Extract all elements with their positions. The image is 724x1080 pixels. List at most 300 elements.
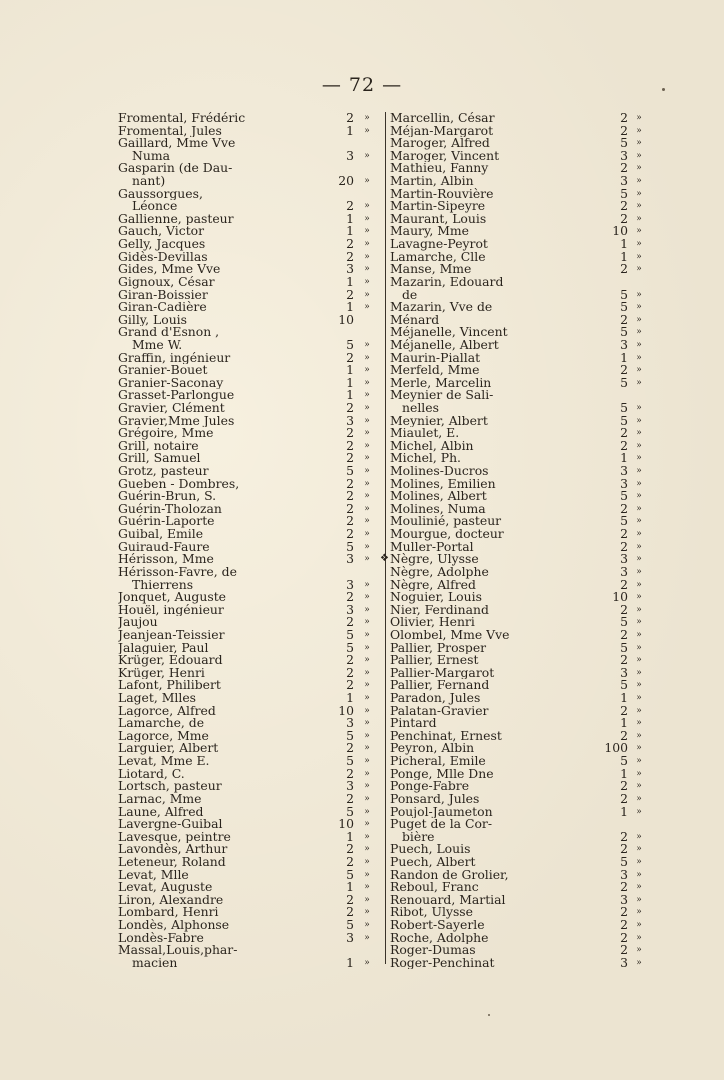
ditto-mark: »: [364, 264, 370, 275]
list-item: [390, 591, 650, 604]
subscriber-name: bière: [402, 830, 435, 844]
amount: 2: [346, 526, 354, 542]
ditto-mark: »: [636, 756, 642, 767]
list-item: [390, 109, 650, 125]
list-item: [390, 553, 650, 566]
ditto-mark: »: [364, 352, 370, 363]
ditto-mark: »: [364, 781, 370, 792]
subscriber-name: Olombel, Mme Vve: [390, 628, 510, 642]
list-item: [118, 790, 380, 806]
list-item: [118, 843, 380, 856]
list-item: [390, 654, 650, 667]
subscriber-name: Maurin-Piallat: [390, 351, 481, 365]
amount: 3: [346, 551, 354, 567]
subscriber-name: Méjanelle, Albert: [390, 338, 499, 352]
amount: 1: [346, 362, 354, 378]
subscriber-name: Pallier-Margarot: [390, 666, 495, 680]
ditto-mark: »: [636, 377, 642, 388]
ditto-mark: »: [364, 730, 370, 741]
list-item: [118, 538, 380, 554]
ditto-mark: »: [364, 806, 370, 817]
subscriber-name: Graffin, ingénieur: [118, 351, 231, 365]
ditto-mark: »: [364, 869, 370, 880]
ditto-mark: »: [364, 932, 370, 943]
list-item: [118, 225, 380, 238]
amount: 10: [338, 702, 354, 718]
amount: 2: [346, 437, 354, 453]
amount: 3: [346, 715, 354, 731]
amount: 2: [346, 286, 354, 302]
list-item: [118, 727, 380, 743]
ditto-mark: »: [364, 390, 370, 401]
amount: 2: [346, 904, 354, 920]
subscriber-name: Ponsard, Jules: [390, 792, 480, 806]
amount: 2: [346, 853, 354, 869]
ditto-mark: »: [364, 819, 370, 830]
amount: 2: [346, 765, 354, 781]
ditto-mark: »: [364, 365, 370, 376]
list-item: [118, 626, 380, 642]
ditto-mark: »: [364, 339, 370, 350]
ditto-mark: »: [636, 188, 642, 199]
amount: 2: [620, 916, 628, 932]
list-item: [390, 286, 650, 302]
list-item: [390, 238, 650, 251]
list-item: [118, 780, 380, 793]
subscriber-name: Guérin-Laporte: [118, 515, 215, 529]
subscriber-name: nant): [132, 175, 166, 188]
amount: 20: [338, 173, 354, 189]
amount: 1: [620, 450, 628, 466]
list-item: [118, 513, 380, 529]
ditto-mark: »: [364, 541, 370, 552]
subscriber-name: Lagorce, Alfred: [118, 704, 216, 718]
subscriber-name: de: [402, 288, 418, 302]
ditto-mark: »: [364, 705, 370, 716]
ditto-mark: »: [364, 503, 370, 514]
amount: 2: [346, 500, 354, 516]
subscriber-name: Giran-Cadière: [118, 301, 207, 314]
ditto-mark: »: [636, 642, 642, 653]
subscriber-name: Manse, Mme: [390, 263, 472, 276]
subscriber-name: Levat, Mme E.: [118, 755, 210, 768]
list-item: [390, 200, 650, 213]
list-item: [118, 500, 380, 516]
list-item: [390, 679, 650, 692]
subscriber-name: Lombard, Henri: [118, 906, 219, 919]
amount: 3: [346, 929, 354, 945]
subscriber-name: Puech, Albert: [390, 855, 476, 869]
amount: 1: [620, 690, 628, 706]
ditto-mark: »: [636, 112, 642, 123]
amount: 2: [620, 929, 628, 945]
amount: 1: [620, 236, 628, 252]
ditto-mark: »: [364, 617, 370, 628]
ditto-mark: »: [364, 176, 370, 187]
ditto-mark: »: [364, 642, 370, 653]
ditto-mark: »: [364, 403, 370, 413]
subscriber-name: Gravier,Mme Jules: [118, 414, 235, 428]
subscriber-name: Londès, Alphonse: [118, 918, 230, 932]
amount: 2: [620, 311, 628, 327]
ditto-mark: »: [636, 264, 642, 275]
ditto-mark: »: [364, 793, 370, 804]
subscriber-name: Mazarin, Edouard: [390, 275, 504, 289]
amount: 3: [620, 664, 628, 680]
ditto-mark: »: [636, 919, 642, 930]
ditto-mark: »: [364, 276, 370, 287]
amount: 2: [346, 488, 354, 504]
subscriber-name: Larguier, Albert: [118, 742, 219, 756]
list-item: [390, 576, 650, 592]
list-item: [118, 866, 380, 882]
ditto-mark: »: [636, 718, 642, 729]
amount: 2: [620, 362, 628, 378]
subscriber-name: Krüger, Edouard: [118, 654, 223, 667]
subscriber-name: Maury, Mme: [390, 225, 469, 239]
ditto-mark: »: [364, 428, 370, 439]
subscriber-name: Maroger, Alfred: [390, 137, 490, 150]
list-item: [118, 639, 380, 655]
ditto-mark: »: [636, 163, 642, 174]
list-item: [390, 866, 650, 882]
subscriber-name: Houël, ingénieur: [118, 603, 224, 617]
ditto-mark: »: [364, 756, 370, 767]
list-item: [390, 500, 650, 516]
subscriber-name: Levat, Mlle: [118, 868, 189, 882]
list-item: [390, 944, 650, 957]
page-number: — 72 —: [321, 74, 403, 96]
amount: 2: [620, 425, 628, 441]
amount: 2: [346, 109, 354, 125]
list-item: [390, 349, 650, 365]
ditto-mark: »: [364, 592, 370, 603]
list-item: [390, 626, 650, 642]
subscriber-name: Ribot, Ulysse: [390, 906, 473, 919]
amount: 2: [620, 576, 628, 592]
list-item: [118, 717, 380, 730]
ditto-mark: »: [636, 806, 642, 817]
ditto-mark: »: [636, 604, 642, 615]
amount: 2: [346, 841, 354, 857]
ditto-mark: »: [636, 957, 642, 968]
ditto-mark: »: [364, 718, 370, 729]
subscriber-name: Picheral, Emile: [390, 755, 486, 768]
subscriber-name: macien: [132, 956, 178, 970]
list-item: [390, 185, 650, 201]
subscriber-name: Grasset-Parlongue: [118, 389, 235, 403]
subscriber-name: Merle, Marcelin: [390, 376, 492, 390]
list-item: [118, 465, 380, 478]
paper-speck: [488, 1014, 490, 1016]
list-item: [390, 803, 650, 819]
amount: 2: [620, 841, 628, 857]
list-item: [390, 692, 650, 705]
subscriber-name: Fromental, Frédéric: [118, 111, 246, 125]
ditto-mark: »: [636, 440, 642, 451]
amount: 2: [620, 122, 628, 138]
subscriber-name: Merfeld, Mme: [390, 364, 480, 377]
subscriber-name: Gignoux, César: [118, 275, 215, 289]
amount: 3: [620, 475, 628, 491]
amount: 3: [620, 563, 628, 579]
subscriber-name: Ponge-Fabre: [390, 780, 470, 793]
subscriber-name: Fromental, Jules: [118, 124, 222, 138]
list-item: [390, 175, 650, 188]
subscriber-name: Noguier, Louis: [390, 591, 482, 604]
ditto-mark: »: [364, 453, 370, 464]
list-item: [390, 563, 650, 579]
subscriber-name: Lavagne-Peyrot: [390, 238, 488, 251]
amount: 5: [620, 412, 628, 428]
list-item: [118, 664, 380, 680]
ditto-mark: »: [364, 907, 370, 918]
list-item: [118, 891, 380, 907]
subscriber-name: Miaulet, E.: [390, 427, 460, 440]
subscriber-name: Nègre, Alfred: [390, 578, 476, 592]
ditto-mark: »: [636, 554, 642, 565]
list-item: [118, 374, 380, 390]
ditto-mark: »: [636, 667, 642, 678]
list-item: [390, 490, 650, 503]
subscriber-name: Gaussorgues,: [118, 187, 203, 201]
subscriber-name: Lamarche, Clle: [390, 250, 486, 264]
amount: 2: [620, 210, 628, 226]
amount: 2: [620, 942, 628, 958]
list-item: [390, 412, 650, 428]
ditto-mark: »: [364, 957, 370, 968]
ditto-mark: »: [636, 327, 642, 338]
ditto-mark: »: [636, 125, 642, 136]
list-item: [118, 437, 380, 453]
amount: 3: [620, 551, 628, 567]
subscriber-name: Molines, Numa: [390, 502, 486, 516]
list-item: [118, 881, 380, 894]
list-item: [390, 954, 650, 970]
amount: 5: [346, 626, 354, 642]
amount: 10: [612, 223, 628, 239]
subscriber-name: Gauch, Victor: [118, 225, 205, 239]
subscriber-name: Peyron, Albin: [390, 742, 475, 756]
subscriber-name: Grotz, pasteur: [118, 465, 209, 478]
subscriber-name: Guibal, Emile: [118, 528, 204, 541]
subscriber-name: Ménard: [390, 313, 440, 327]
list-item: [390, 276, 650, 289]
subscriber-name: Numa: [132, 149, 170, 163]
ditto-mark: »: [364, 516, 370, 527]
subscriber-name: Lamarche, de: [118, 717, 205, 730]
subscriber-name: Gasparin (de Dau-: [118, 162, 233, 176]
subscriber-name: Poujol-Jaumeton: [390, 805, 493, 819]
amount: 1: [346, 954, 354, 970]
amount: 2: [620, 727, 628, 743]
subscriber-name: Jalaguier, Paul: [118, 641, 209, 655]
subscriber-name: Pallier, Ernest: [390, 654, 479, 667]
ditto-mark: »: [636, 743, 642, 754]
subscriber-name: Martin, Albin: [390, 175, 474, 188]
amount: 2: [346, 450, 354, 466]
subscriber-name: Nègre, Adolphe: [390, 565, 489, 579]
ditto-mark: »: [364, 831, 370, 842]
list-item: [390, 465, 650, 478]
ditto-mark: »: [636, 403, 642, 413]
amount: 1: [346, 210, 354, 226]
list-item: [390, 137, 650, 150]
list-item: [118, 490, 380, 503]
list-item: [390, 929, 650, 945]
ditto-mark: »: [636, 289, 642, 300]
list-item: [390, 437, 650, 453]
list-item: [390, 891, 650, 907]
list-item: [118, 109, 380, 125]
subscriber-name: Lavesque, peintre: [118, 830, 231, 844]
amount: 2: [346, 349, 354, 365]
list-item: [118, 188, 380, 201]
subscriber-name: Granier-Saconay: [118, 376, 224, 390]
amount: 10: [338, 311, 354, 327]
subscriber-name: Mourgue, docteur: [390, 528, 504, 541]
list-item: [118, 742, 380, 755]
list-item: [390, 311, 650, 327]
subscriber-name: Nier, Ferdinand: [390, 603, 489, 617]
list-item: [118, 137, 380, 150]
subscriber-name: Reboul, Franc: [390, 881, 479, 894]
list-item: [390, 742, 650, 755]
subscriber-name: Ponge, Mlle Dne: [390, 767, 494, 781]
amount: 3: [620, 173, 628, 189]
amount: 2: [620, 109, 628, 125]
subscriber-name: Guérin-Brun, S.: [118, 490, 217, 503]
list-item: [390, 755, 650, 768]
list-item: [118, 906, 380, 919]
amount: 1: [346, 299, 354, 315]
subscriber-name: Roger-Penchinat: [390, 956, 495, 970]
ditto-mark: »: [364, 629, 370, 640]
subscriber-name: Laget, Mlles: [118, 692, 197, 705]
ditto-mark: »: [636, 831, 642, 842]
subscriber-name: Liotard, C.: [118, 767, 185, 781]
subscriber-name: Mazarin, Vve de: [390, 301, 493, 314]
subscriber-name: Gallienne, pasteur: [118, 212, 234, 226]
amount: 5: [346, 803, 354, 819]
subscriber-name: Gides, Mme Vve: [118, 263, 221, 276]
list-item: [390, 452, 650, 465]
list-item: [118, 273, 380, 289]
subscriber-name: Larnac, Mme: [118, 792, 202, 806]
list-item: [390, 301, 650, 314]
ditto-mark: »: [636, 352, 642, 363]
ditto-mark: »: [364, 226, 370, 237]
subscriber-name: Pintard: [390, 717, 437, 730]
subscriber-name: Lavondès, Arthur: [118, 843, 228, 856]
amount: 1: [620, 349, 628, 365]
list-item: [390, 664, 650, 680]
subscriber-name: Guérin-Tholozan: [118, 502, 222, 516]
ditto-mark: »: [364, 680, 370, 691]
list-item: [390, 717, 650, 730]
paper-speck: [662, 88, 665, 91]
column-divider: [385, 112, 386, 964]
margin-mark: ❖: [380, 553, 389, 564]
list-item: [390, 162, 650, 175]
amount: 2: [620, 828, 628, 844]
ditto-mark: »: [636, 629, 642, 640]
amount: 2: [620, 790, 628, 806]
amount: 1: [346, 690, 354, 706]
subscriber-name: nelles: [402, 402, 439, 415]
ditto-mark: »: [636, 655, 642, 666]
amount: 3: [620, 336, 628, 352]
list-item: [118, 566, 380, 579]
list-item: [118, 122, 380, 138]
ditto-mark: »: [364, 289, 370, 300]
amount: 1: [620, 248, 628, 264]
amount: 5: [346, 727, 354, 743]
subscriber-name: Martin-Sipeyre: [390, 200, 486, 213]
ditto-mark: »: [636, 226, 642, 237]
list-item: [118, 929, 380, 945]
list-item: [118, 175, 380, 188]
ditto-mark: »: [364, 529, 370, 540]
list-item: [390, 374, 650, 390]
amount: 2: [620, 538, 628, 554]
subscriber-name: Mathieu, Fanny: [390, 162, 489, 176]
subscriber-name: Liron, Alexandre: [118, 893, 224, 907]
amount: 2: [346, 198, 354, 214]
subscriber-name: Hérisson, Mme: [118, 553, 214, 566]
list-item: [118, 147, 380, 163]
amount: 3: [620, 866, 628, 882]
ditto-mark: »: [636, 150, 642, 161]
amount: 5: [346, 639, 354, 655]
subscriber-name: Moulinié, pasteur: [390, 515, 502, 529]
list-item: [390, 336, 650, 352]
list-item: [390, 389, 650, 402]
subscriber-name: Pallier, Prosper: [390, 641, 487, 655]
amount: 5: [620, 374, 628, 390]
list-item: [118, 853, 380, 869]
list-item: [390, 513, 650, 529]
ditto-mark: »: [636, 869, 642, 880]
subscriber-name: Gravier, Clément: [118, 402, 225, 415]
ditto-mark: »: [636, 541, 642, 552]
amount: 3: [620, 891, 628, 907]
amount: 2: [346, 652, 354, 668]
amount: 2: [346, 248, 354, 264]
subscriber-name: Renouard, Martial: [390, 893, 506, 907]
amount: 1: [346, 387, 354, 403]
amount: 5: [346, 916, 354, 932]
list-item: [118, 616, 380, 629]
amount: 2: [346, 664, 354, 680]
list-item: [118, 765, 380, 781]
subscriber-name: Robert-Sayerle: [390, 918, 485, 932]
amount: 5: [346, 866, 354, 882]
subscriber-name: Palatan-Gravier: [390, 704, 489, 718]
list-item: [118, 475, 380, 491]
list-item: [390, 765, 650, 781]
amount: 1: [346, 374, 354, 390]
subscriber-name: Martin-Rouvière: [390, 187, 494, 201]
list-item: [390, 147, 650, 163]
ditto-mark: »: [636, 768, 642, 779]
ditto-mark: »: [364, 882, 370, 893]
amount: 5: [620, 400, 628, 415]
amount: 5: [620, 614, 628, 630]
list-item: [390, 601, 650, 617]
ditto-mark: »: [636, 428, 642, 439]
ditto-mark: »: [636, 339, 642, 350]
